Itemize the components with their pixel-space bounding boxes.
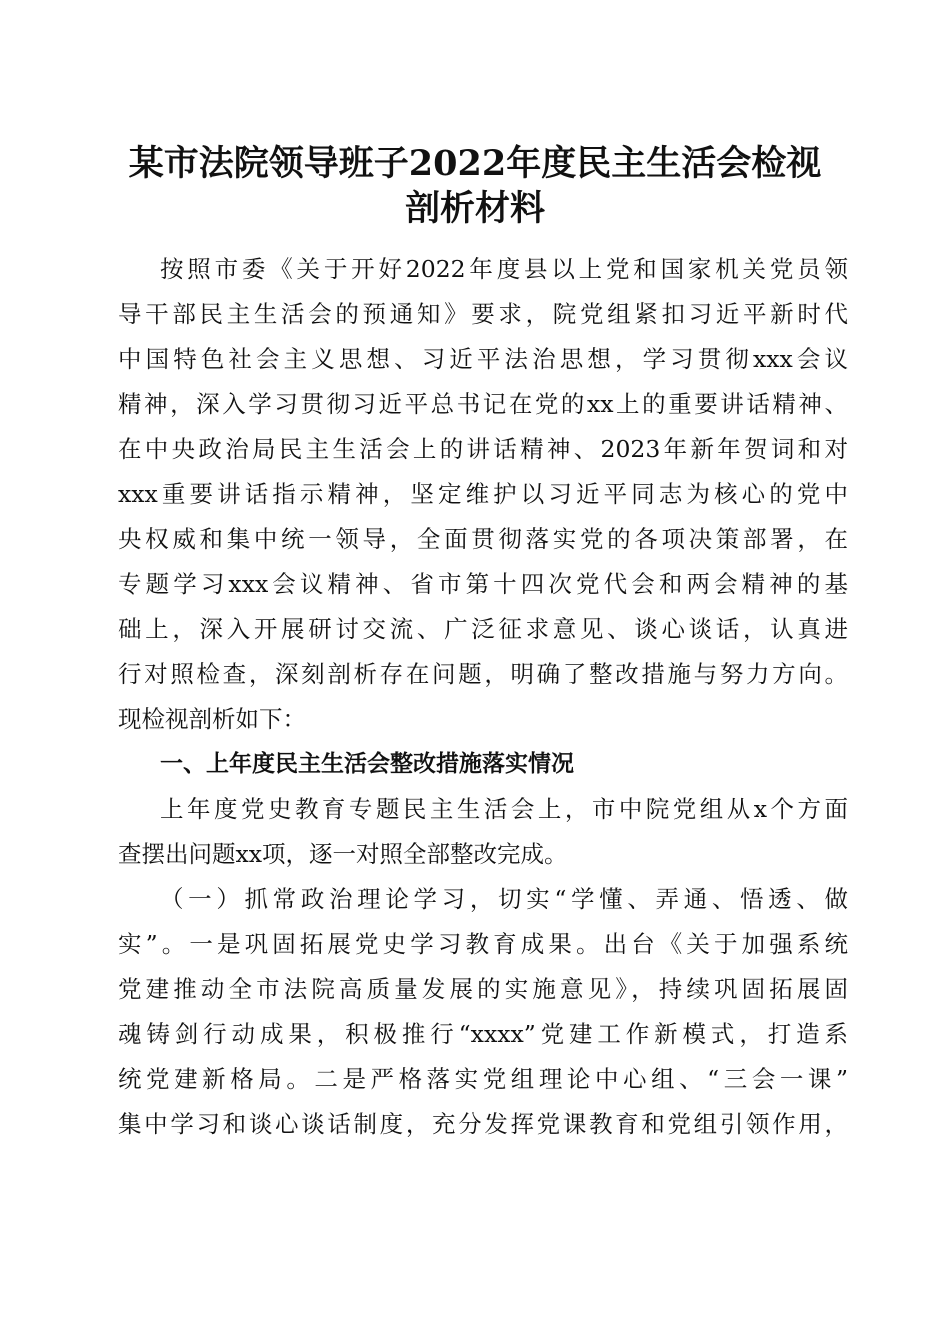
paragraph-1-line-1: 按照市委《关于开好2022年度县以上党和国家机关党员领: [160, 255, 848, 283]
paragraph-1-line-8: 专题学习xxx会议精神、省市第十四次党代会和两会精神的基: [118, 570, 848, 598]
paragraph-3-line-1: （一）抓常政治理论学习，切实“学懂、弄通、悟透、做: [160, 885, 848, 913]
paragraph-1-line-7: 央权威和集中统一领导，全面贯彻落实党的各项决策部署，在: [118, 525, 848, 553]
paragraph-3-line-6: 集中学习和谈心谈话制度，充分发挥党课教育和党组引领作用，: [118, 1110, 848, 1138]
paragraph-2-line-2: 查摆出问题xx项，逐一对照全部整改完成。: [118, 840, 568, 868]
paragraph-1-line-6: xxx重要讲话指示精神，坚定维护以习近平同志为核心的党中: [118, 480, 848, 508]
paragraph-1-line-3: 中国特色社会主义思想、习近平法治思想，学习贯彻xxx会议: [118, 345, 848, 373]
paragraph-3-line-4: 魂铸剑行动成果，积极推行“xxxx”党建工作新模式，打造系: [118, 1020, 848, 1048]
paragraph-1-line-9: 础上，深入开展研讨交流、广泛征求意见、谈心谈话，认真进: [118, 615, 848, 643]
section-heading-1: 一、上年度民主生活会整改措施落实情况: [160, 751, 574, 777]
paragraph-1-line-10: 行对照检查，深刻剖析存在问题，明确了整改措施与努力方向。: [118, 660, 848, 688]
paragraph-3-line-3: 党建推动全市法院高质量发展的实施意见》，持续巩固拓展固: [118, 975, 848, 1003]
paragraph-3-line-5: 统党建新格局。二是严格落实党组理论中心组、“三会一课”: [118, 1065, 848, 1093]
document-title-line-2: 剖析材料: [404, 188, 545, 229]
paragraph-2-line-1: 上年度党史教育专题民主生活会上，市中院党组从x个方面: [160, 795, 848, 823]
paragraph-1-line-5: 在中央政治局民主生活会上的讲话精神、2023年新年贺词和对: [118, 435, 848, 463]
paragraph-3-line-2: 实”。一是巩固拓展党史学习教育成果。出台《关于加强系统: [118, 930, 848, 958]
document-title-line-1: 某市法院领导班子2022年度民主生活会检视: [128, 143, 822, 184]
paragraph-1-line-4: 精神，深入学习贯彻习近平总书记在党的xx上的重要讲话精神、: [118, 390, 848, 418]
paragraph-1-line-11: 现检视剖析如下：: [118, 705, 306, 733]
paragraph-1-line-2: 导干部民主生活会的预通知》要求，院党组紧扣习近平新时代: [118, 300, 848, 328]
